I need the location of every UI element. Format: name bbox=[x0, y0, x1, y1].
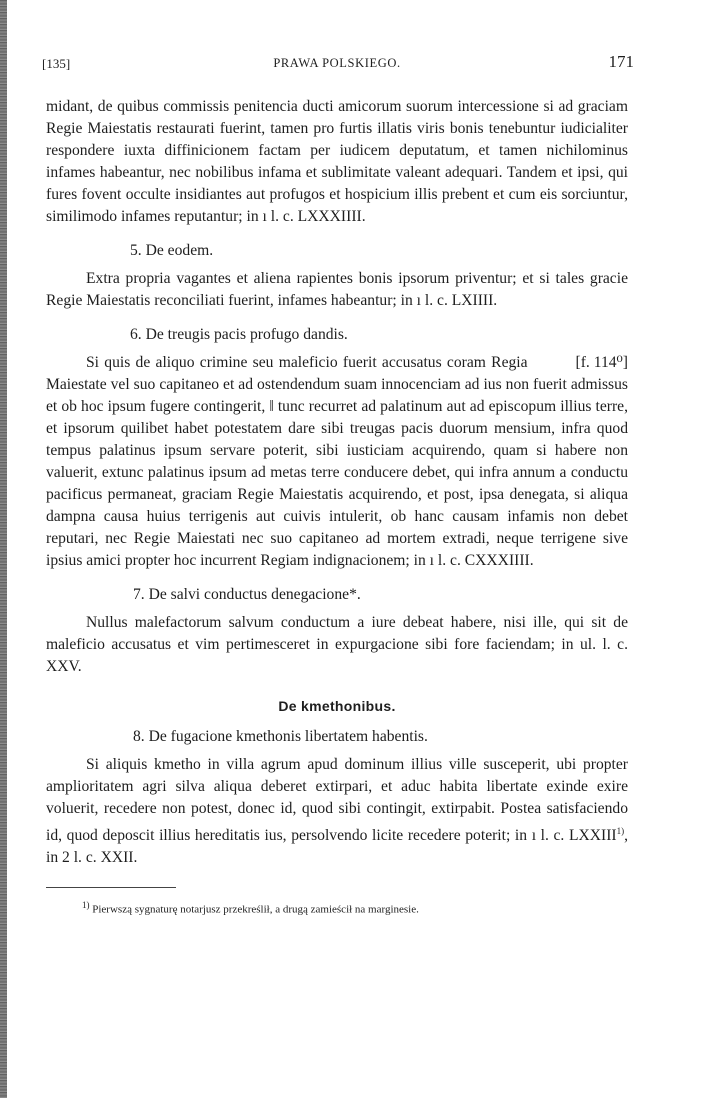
footnote bbox=[46, 900, 628, 916]
paragraph-7: Nullus malefactorum salvum conductum a iure debeat habere, nisi ille, qui sit de maleficio accusatus et vim pertimesceret in expurgacione sibi fore faciendam; in ul. l. c. XXV. bbox=[46, 614, 628, 675]
footnote-reference: 1) bbox=[616, 826, 625, 836]
header-page-number: 171 bbox=[608, 52, 634, 71]
paragraph-6 bbox=[46, 352, 628, 572]
footnote-marker: 1) bbox=[82, 900, 90, 911]
paragraph-continued: midant, de quibus commissis penitencia ducti amicorum suorum intercessione si ad graciam Regie Maiestatis restaurati fuerint, tamen pro furtis illatis viris bonis tenebuntur iudicialiter respondere iuxta diffinicionem factam per iudicem deputatum, et tamen nichilominus infames habeantur, nec nobilibus infama et sublimitate valeant adequari. Tandem et ipsi, qui fures fovent occulte insidiantes aut profugos et hospicium illis prebent et cum eis sorciuntur, similimodo infames reputantur; in ı l. c. LXXXIIII. bbox=[46, 98, 628, 225]
paragraph-8-tail: , in 2 l. c. XXII. bbox=[46, 827, 628, 867]
header-title: PRAWA POLSKIEGO. bbox=[273, 56, 401, 70]
paragraph-5: Extra propria vagantes et aliena rapientes bonis ipsorum priventur; et si tales gracie Regie Maiestatis reconciliati fuerint, infames habeantur; in ı l. c. LXIIII. bbox=[46, 270, 628, 309]
header-page-ref: [135] bbox=[42, 56, 71, 71]
section-heading-8: 8. De fugacione kmethonis libertatem habentis. bbox=[133, 728, 428, 745]
paragraph-8-text: Si aliquis kmetho in villa agrum apud dominum illius ville susceperit, ubi propter amplioritatem agri silva aliqua deberet extirpari, et aduc habita libertate exinde exire voluerit, recedere non potest, donec id, quod sibi contingit, extirpabit. Postea satisfaciendo id, quod deposcit illius hereditatis ius, persolvendo licite recedere poterit; in ı l. c. LXXIII bbox=[46, 756, 628, 845]
footnote-text: Pierwszą sygnaturę notarjusz przekreślił, a drugą zamieścił na marginesie. bbox=[92, 903, 419, 916]
book-binding-edge bbox=[0, 0, 7, 1098]
folio-margin-note: [f. 114⁰] bbox=[575, 354, 628, 371]
section-heading-5: 5. De eodem. bbox=[130, 242, 214, 259]
body-text bbox=[46, 96, 628, 916]
section-heading-7: 7. De salvi conductus denegacione*. bbox=[133, 586, 361, 603]
document-page bbox=[42, 52, 634, 916]
section-heading-6: 6. De treugis pacis profugo dandis. bbox=[130, 326, 348, 343]
paragraph-8 bbox=[46, 754, 628, 869]
chapter-heading: De kmethonibus. bbox=[278, 698, 396, 714]
running-header bbox=[42, 52, 634, 78]
paragraph-6-text: Si quis de aliquo crimine seu maleficio fuerit accusatus coram Regia Maiestate vel suo capitaneo et ad ostendendum suam innocenciam ad ius non fuerit admissus et ob hoc ipsum fugere contingerit, ‖ tunc recurret ad palatinum aut ad episcopum illius terre, et ipsorum quilibet habet potestatem dare sibi treugas pacis duorum mensium, infra quod tempus palatinus ipsum servare poterit, sibi iusticiam acquirendo, quam si habere non valuerit, extunc palatinus ipsum ad metas terre conducere debet, qui infra annum a conductu pacificus permaneat, graciam Regie Maiestatis acquirendo, et post, ipsa denegata, si aliqua dampna causa huius terrigenis aut cuivis intulerit, ob hanc causam infamis non debet reputari, nec Regie Maiestati nec suo capitaneo ad mortem extradi, neque terrigene sive ipsius amici propter hoc incurrent Regiam indignacionem; in ı l. c. CXXXIIII. bbox=[46, 354, 628, 569]
footnote-divider bbox=[46, 887, 176, 888]
